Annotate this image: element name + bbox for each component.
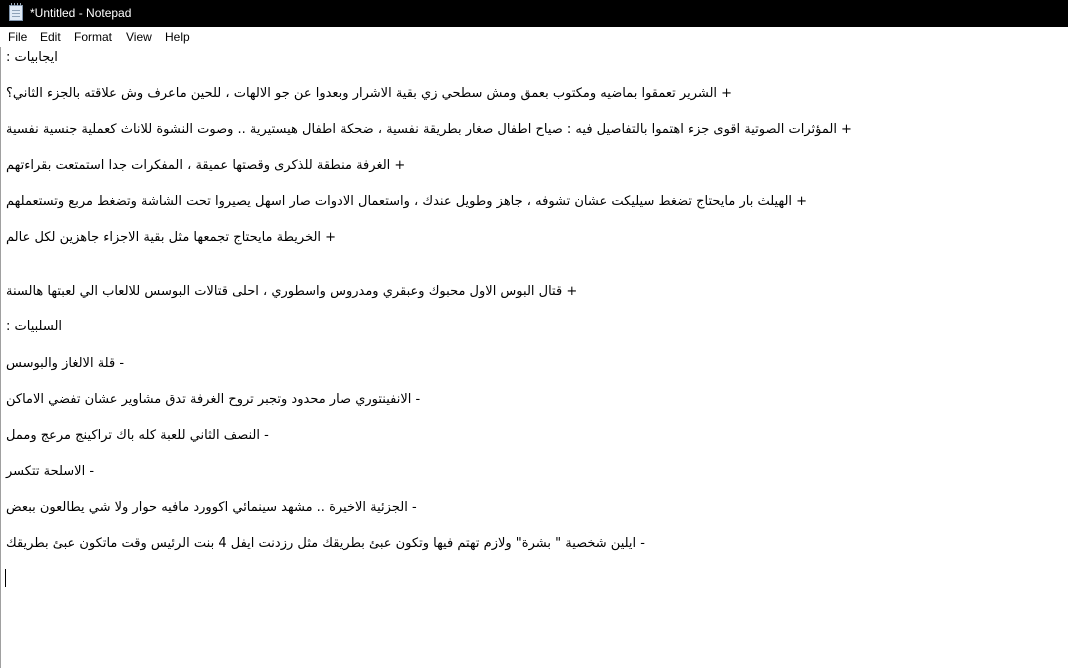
menu-bar	[0, 27, 1068, 47]
menu-file[interactable]: File	[8, 30, 28, 44]
text-line: - الجزئية الاخيرة .. مشهد سينمائي اكوورد مافيه حوار ولا شي يطالعون ببعض	[6, 500, 417, 515]
text-line: + قتال البوس الاول محبوك وعبقري ومدروس واسطوري ، احلى قتالات البوسس للالعاب الي لعبتها هالسنة	[6, 284, 578, 299]
menu-help[interactable]: Help	[165, 30, 190, 44]
menu-format[interactable]: Format	[74, 30, 113, 44]
text-line: - الاسلحة تتكسر	[6, 464, 95, 479]
text-line: ايجابيات :	[6, 50, 58, 65]
text-line: + الهيلث بار مايحتاج تضغط سيليكت عشان تشوفه ، جاهز وطويل عندك ، واستعمال الادوات صار اسهل يصيروا تحت الشاشة وتضغط مربع وتستعملهم	[6, 194, 808, 209]
text-line: - ايلين شخصية " بشرة" ولازم تهتم فيها وتكون عبئ بطريقك مثل رزدنت ايفل 4 بنت الرئيس وقت ماتكون عبئ بطريقك	[6, 536, 645, 551]
text-line: + المؤثرات الصوتية اقوى جزء اهتموا بالتفاصيل فيه : صياح اطفال صغار بطريقة نفسية ، ضحكة اطفال هيستيرية .. وصوت النشوة للاناث كعملية جنسية نفسية	[6, 122, 852, 137]
text-line: - قلة الالغاز والبوسس	[6, 356, 125, 371]
menu-view[interactable]: View	[126, 30, 152, 44]
text-line: السلبيات :	[6, 319, 63, 334]
menu-edit[interactable]: Edit	[40, 30, 61, 44]
notepad-icon	[9, 5, 23, 21]
text-line: - الانفينتوري صار محدود وتجبر تروح الغرفة تدق مشاوير عشان تفضي الاماكن	[6, 392, 421, 407]
text-line: + الخريطة مايحتاج تجمعها مثل بقية الاجزاء جاهزين لكل عالم	[6, 230, 337, 245]
text-line: + الشرير تعمقوا بماضيه ومكتوب بعمق ومش سطحي زي بقية الاشرار وبعدوا عن جو الالهات ، للحين ماعرف وش علاقته بالجزء الثاني؟	[6, 86, 733, 101]
title-bar[interactable]	[0, 0, 1068, 27]
text-editor[interactable]	[0, 47, 1068, 668]
text-caret	[5, 569, 6, 587]
editor-border	[0, 47, 1, 668]
text-line: + الغرفة منطقة للذكرى وقصتها عميقة ، المفكرات جدا استمتعت بقراءتهم	[6, 158, 406, 173]
window-title: *Untitled - Notepad	[30, 6, 132, 20]
text-line: - النصف الثاني للعبة كله باك تراكينج مرعج وممل	[6, 428, 269, 443]
